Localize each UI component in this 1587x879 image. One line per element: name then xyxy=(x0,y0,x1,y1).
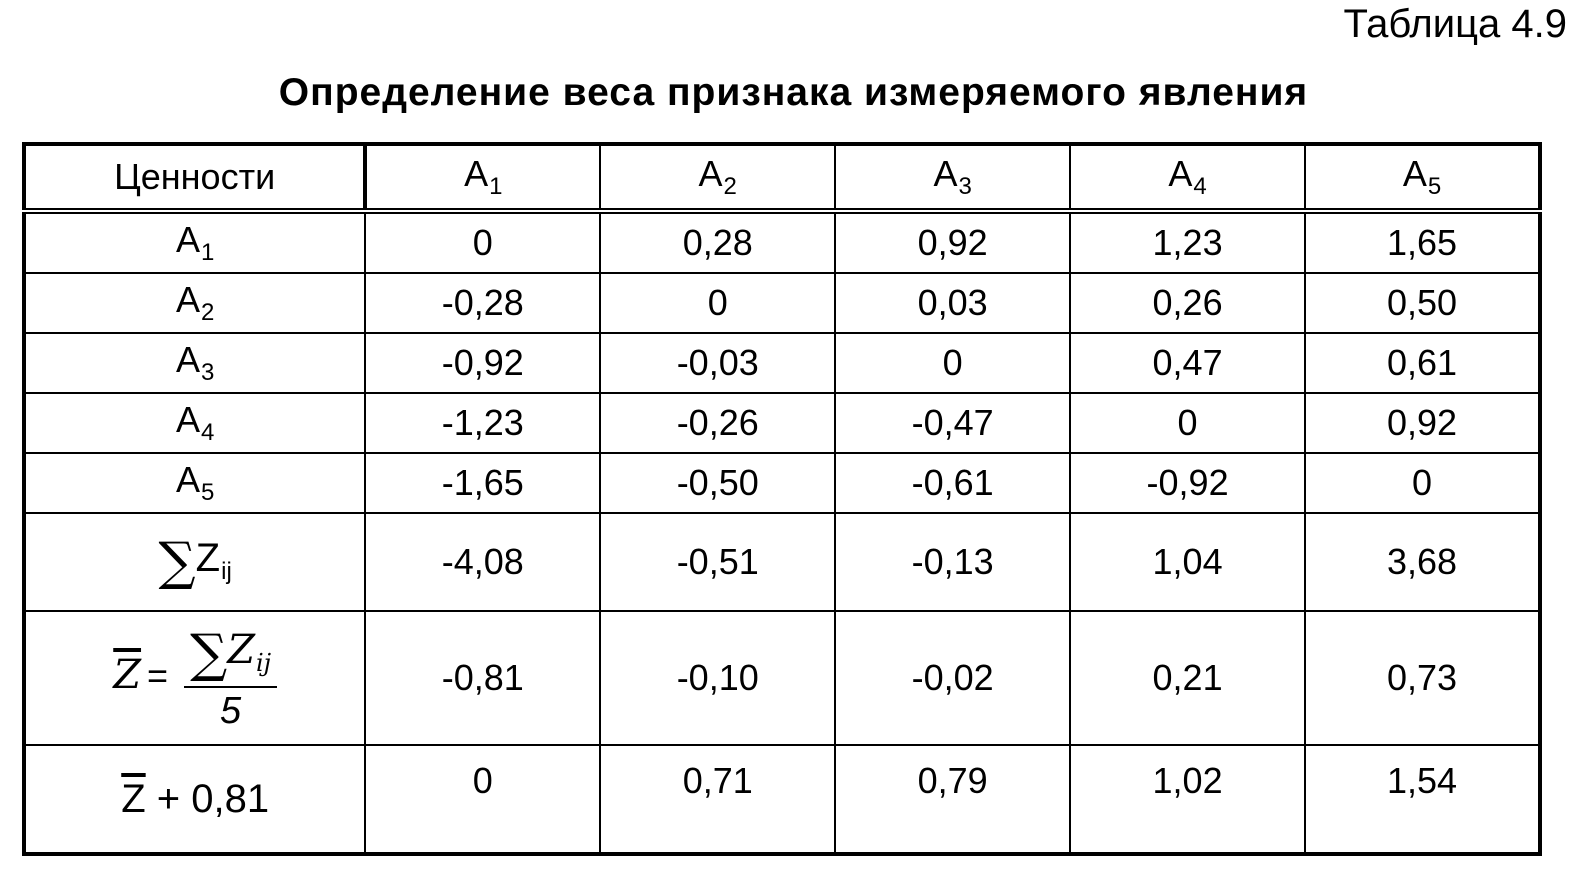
header-a3: $A_3$ xyxy=(835,144,1070,211)
row-label: $A_1$ xyxy=(24,211,365,273)
table-cell: -0,13 xyxy=(835,513,1070,611)
row-label: $A_3$ xyxy=(24,333,365,393)
table-row xyxy=(24,453,1540,513)
table-cell: 0,61 xyxy=(1305,333,1540,393)
table-cell: -4,08 xyxy=(365,513,600,611)
table-cell: 0,92 xyxy=(835,211,1070,273)
row-label: $A_2$ xyxy=(24,273,365,333)
z-bar: $\overline{Z}$ xyxy=(113,651,142,698)
row-label: $A_5$ xyxy=(24,453,365,513)
table-cell: 1,65 xyxy=(1305,211,1540,273)
table-cell: -1,65 xyxy=(365,453,600,513)
table-cell: 1,23 xyxy=(1070,211,1305,273)
row-label: $A_4$ xyxy=(24,393,365,453)
table-cell: -0,92 xyxy=(365,333,600,393)
table-cell: -0,50 xyxy=(600,453,835,513)
table-cell: 0,73 xyxy=(1305,611,1540,745)
table-cell: -0,10 xyxy=(600,611,835,745)
mean-row xyxy=(24,611,1540,745)
table-cell: -0,02 xyxy=(835,611,1070,745)
table-cell: 0,28 xyxy=(600,211,835,273)
table-cell: -0,28 xyxy=(365,273,600,333)
table-cell: 0 xyxy=(1070,393,1305,453)
z-bar: $\overline{Z}$ xyxy=(121,776,146,821)
table-cell: -0,26 xyxy=(600,393,835,453)
table-row xyxy=(24,393,1540,453)
table-cell: 0,26 xyxy=(1070,273,1305,333)
table-cell: -0,51 xyxy=(600,513,835,611)
shift-row xyxy=(24,745,1540,854)
header-a2: $A_2$ xyxy=(600,144,835,211)
table-number: Таблица 4.9 xyxy=(1343,2,1567,46)
shift-formula: $\overline{Z} + 0,81$ xyxy=(24,745,365,854)
table-cell: 3,68 xyxy=(1305,513,1540,611)
table-cell: 0,47 xyxy=(1070,333,1305,393)
table-cell: 1,04 xyxy=(1070,513,1305,611)
sum-row xyxy=(24,513,1540,611)
table-cell: 0 xyxy=(365,211,600,273)
weights-table xyxy=(22,142,1542,856)
table-row xyxy=(24,273,1540,333)
table-cell: 0,92 xyxy=(1305,393,1540,453)
table-cell: 0,03 xyxy=(835,273,1070,333)
table-cell: 0 xyxy=(365,745,600,854)
table-cell: -0,81 xyxy=(365,611,600,745)
table-title: Определение веса признака измеряемого явления xyxy=(278,71,1309,114)
header-a4: $A_4$ xyxy=(1070,144,1305,211)
table-cell: 0 xyxy=(1305,453,1540,513)
sigma-symbol: ∑ xyxy=(158,532,196,592)
table-cell: -0,61 xyxy=(835,453,1070,513)
header-a1: $A_1$ xyxy=(365,144,600,211)
table-row xyxy=(24,333,1540,393)
table-cell: 0 xyxy=(600,273,835,333)
table-cell: 1,02 xyxy=(1070,745,1305,854)
header-values: Ценности xyxy=(24,144,365,211)
mean-formula: $\overline{Z}$ = $\frac{\sum Z_{ij}}{5}$ xyxy=(24,611,365,745)
table-cell: -0,47 xyxy=(835,393,1070,453)
header-a5: $A_5$ xyxy=(1305,144,1540,211)
table-header-row xyxy=(24,144,1540,211)
table-cell: -0,03 xyxy=(600,333,835,393)
fraction: $\frac{\sum Z_{ij}}{5}$ xyxy=(184,624,277,733)
table-cell: 0,21 xyxy=(1070,611,1305,745)
table-cell: -0,92 xyxy=(1070,453,1305,513)
table-cell: -1,23 xyxy=(365,393,600,453)
table-cell: 1,54 xyxy=(1305,745,1540,854)
table-row xyxy=(24,211,1540,273)
table-cell: 0,71 xyxy=(600,745,835,854)
table-cell: 0,79 xyxy=(835,745,1070,854)
table-cell: 0 xyxy=(835,333,1070,393)
table-cell: 0,50 xyxy=(1305,273,1540,333)
sum-formula: $\sum Z_{ij}$ xyxy=(24,513,365,611)
